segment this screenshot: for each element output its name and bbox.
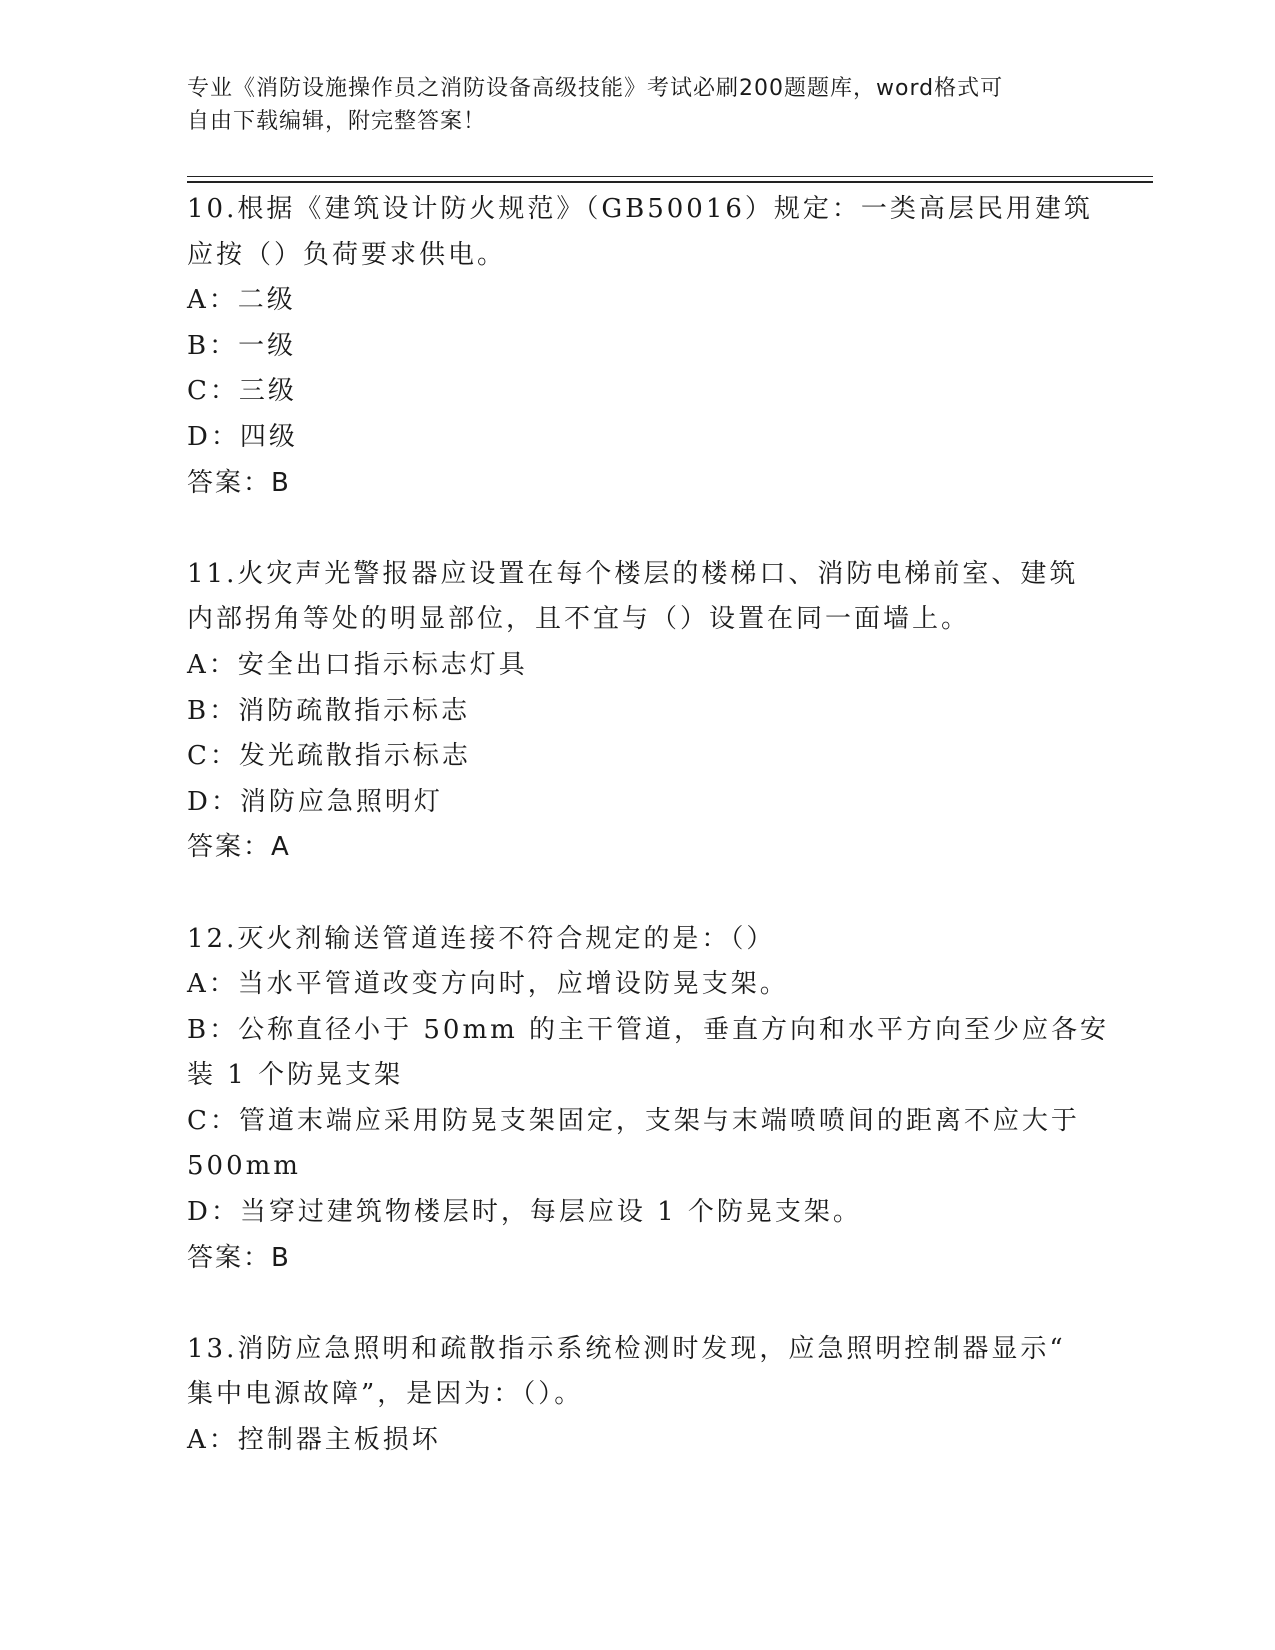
header-divider-thin (187, 176, 1153, 177)
option-a: A：二级 (187, 285, 296, 316)
question-spacer (187, 1281, 1087, 1327)
option-d: D：四级 (187, 421, 298, 452)
answer-label: 答案：B (187, 1242, 291, 1273)
option-a: A：安全出口指示标志灯具 (187, 649, 528, 680)
header-line-1: 专业《消防设施操作员之消防设备高级技能》考试必刷200题题库，word格式可 (187, 76, 1004, 101)
option-b: B：消防疏散指示标志 (187, 695, 471, 726)
question-stem-line: 集中电源故障”，是因为：（）。 (187, 1379, 584, 1410)
answer-label: 答案：A (187, 832, 291, 863)
option-c: C：三级 (187, 376, 297, 407)
question-list (187, 187, 1110, 1464)
question-stem-line: 13.消防应急照明和疏散指示系统检测时发现，应急照明控制器显示“ (187, 1333, 1066, 1364)
option-d: D：当穿过建筑物楼层时，每层应设 1 个防晃支架。 (187, 1197, 862, 1228)
question-stem-line: 11.火灾声光警报器应设置在每个楼层的楼梯口、消防电梯前室、建筑 (187, 558, 1079, 589)
question-12 (187, 917, 1110, 1282)
option-c: C：发光疏散指示标志 (187, 741, 471, 772)
header-line-2: 自由下载编辑，附完整答案！ (187, 109, 487, 134)
document-header (187, 72, 1067, 138)
question-stem-line: 应按（）负荷要求供电。 (187, 239, 507, 270)
question-11 (187, 552, 1087, 871)
answer-label: 答案：B (187, 467, 291, 498)
question-stem-line: 内部拐角等处的明显部位，且不宜与（）设置在同一面墙上。 (187, 604, 971, 635)
option-b: B：公称直径小于 50mm 的主干管道，垂直方向和水平方向至少应各安 (187, 1014, 1110, 1045)
option-a: A：控制器主板损坏 (187, 1425, 441, 1456)
question-spacer (187, 506, 1087, 552)
option-d: D：消防应急照明灯 (187, 786, 443, 817)
question-10 (187, 187, 1093, 506)
header-divider-thick (187, 181, 1153, 183)
question-spacer (187, 871, 1087, 917)
option-c: C：管道末端应采用防晃支架固定，支架与末端喷喷间的距离不应大于 (187, 1105, 1080, 1136)
option-a: A：当水平管道改变方向时，应增设防晃支架。 (187, 969, 789, 1000)
option-b-continued: 装 1 个防晃支架 (187, 1060, 404, 1091)
option-b: B：一级 (187, 330, 297, 361)
option-c-continued: 500mm (187, 1151, 301, 1182)
question-13 (187, 1327, 1087, 1464)
question-stem-line: 10.根据《建筑设计防火规范》（GB50016）规定：一类高层民用建筑 (187, 194, 1093, 224)
question-stem-line: 12.灭火剂输送管道连接不符合规定的是：（） (187, 923, 776, 954)
